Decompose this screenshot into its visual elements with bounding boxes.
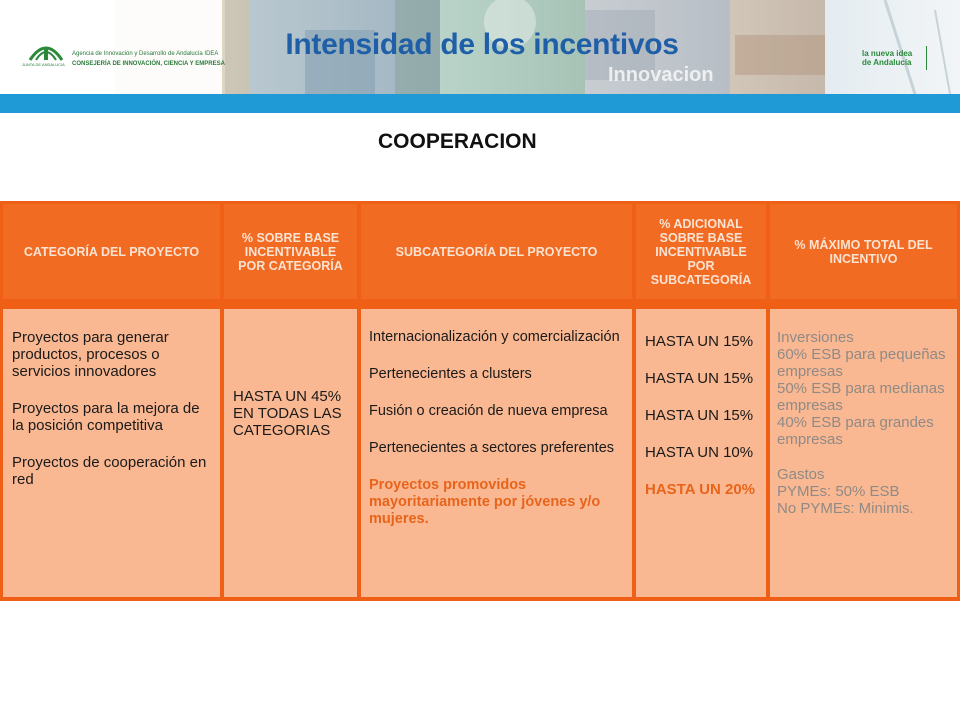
inversiones-item: 50% ESB para medianas empresas xyxy=(777,380,945,414)
logo-small-text: JUNTA DE ANDALUCIA xyxy=(22,62,65,67)
header-blue-bar xyxy=(0,94,960,113)
max-total-cell xyxy=(770,309,957,597)
header-adicional: % ADICIONAL SOBRE BASE INCENTIVABLE POR SUBCATEGORÍA xyxy=(636,204,766,299)
page-title: Intensidad de los incentivos xyxy=(285,28,679,61)
gastos-item: No PYMEs: Minimis. xyxy=(777,500,914,517)
additional-item-highlight: HASTA UN 20% xyxy=(645,481,756,498)
slogan-divider xyxy=(926,46,927,70)
gastos-label: Gastos xyxy=(777,466,825,483)
logo-ministry-text: CONSEJERÍA DE INNOVACIÓN, CIENCIA Y EMPRESA xyxy=(72,61,225,67)
header-banner xyxy=(0,0,960,94)
incentives-table xyxy=(0,201,960,601)
inversiones-label: Inversiones xyxy=(777,329,854,346)
inversiones-item: 40% ESB para grandes empresas xyxy=(777,414,934,448)
category-item: Proyectos para generar productos, procesos o servicios innovadores xyxy=(12,329,169,380)
additional-item: HASTA UN 10% xyxy=(645,444,754,461)
subcategory-item: Pertenecientes a clusters xyxy=(369,366,532,382)
junta-andalucia-emblem xyxy=(26,40,66,62)
subcategory-item: Pertenecientes a sectores preferentes xyxy=(369,440,615,456)
category-item: Proyectos para la mejora de la posición competitiva xyxy=(12,400,200,434)
slogan-line-2: de Andalucía xyxy=(862,58,912,67)
subcategories-cell xyxy=(361,309,632,597)
logo-agency-text: Agencia de Innovación y Desarrollo de Andalucía IDEA xyxy=(72,51,219,57)
category-item: Proyectos de cooperación en red xyxy=(12,454,207,488)
subcategory-item: Internacionalización y comercialización xyxy=(369,329,620,345)
gastos-item: PYMEs: 50% ESB xyxy=(777,483,900,500)
header-base: % SOBRE BASE INCENTIVABLE POR CATEGORÍA xyxy=(224,204,357,299)
additional-item: HASTA UN 15% xyxy=(645,370,754,387)
slogan xyxy=(842,42,960,72)
logo-area xyxy=(0,0,225,94)
slogan-line-1: la nueva idea xyxy=(862,49,913,58)
base-percentage: HASTA UN 45% EN TODAS LAS CATEGORIAS xyxy=(233,388,342,439)
base-percentage-cell xyxy=(224,309,357,597)
additional-cell xyxy=(636,309,766,597)
subcategory-item: Fusión o creación de nueva empresa xyxy=(369,403,608,419)
header-subcategoria: SUBCATEGORÍA DEL PROYECTO xyxy=(361,204,632,299)
section-subtitle: COOPERACION xyxy=(378,130,537,153)
additional-item: HASTA UN 15% xyxy=(645,407,754,424)
banner-background-word: Innovacion xyxy=(608,64,714,86)
subcategory-item-highlight: Proyectos promovidos mayoritariamente por jóvenes y/o mujeres. xyxy=(369,477,601,527)
header-categoria: CATEGORÍA DEL PROYECTO xyxy=(3,204,220,299)
header-maximo: % MÁXIMO TOTAL DEL INCENTIVO xyxy=(770,204,957,299)
additional-item: HASTA UN 15% xyxy=(645,333,754,350)
categories-cell xyxy=(3,309,220,597)
inversiones-item: 60% ESB para pequeñas empresas xyxy=(777,346,946,380)
